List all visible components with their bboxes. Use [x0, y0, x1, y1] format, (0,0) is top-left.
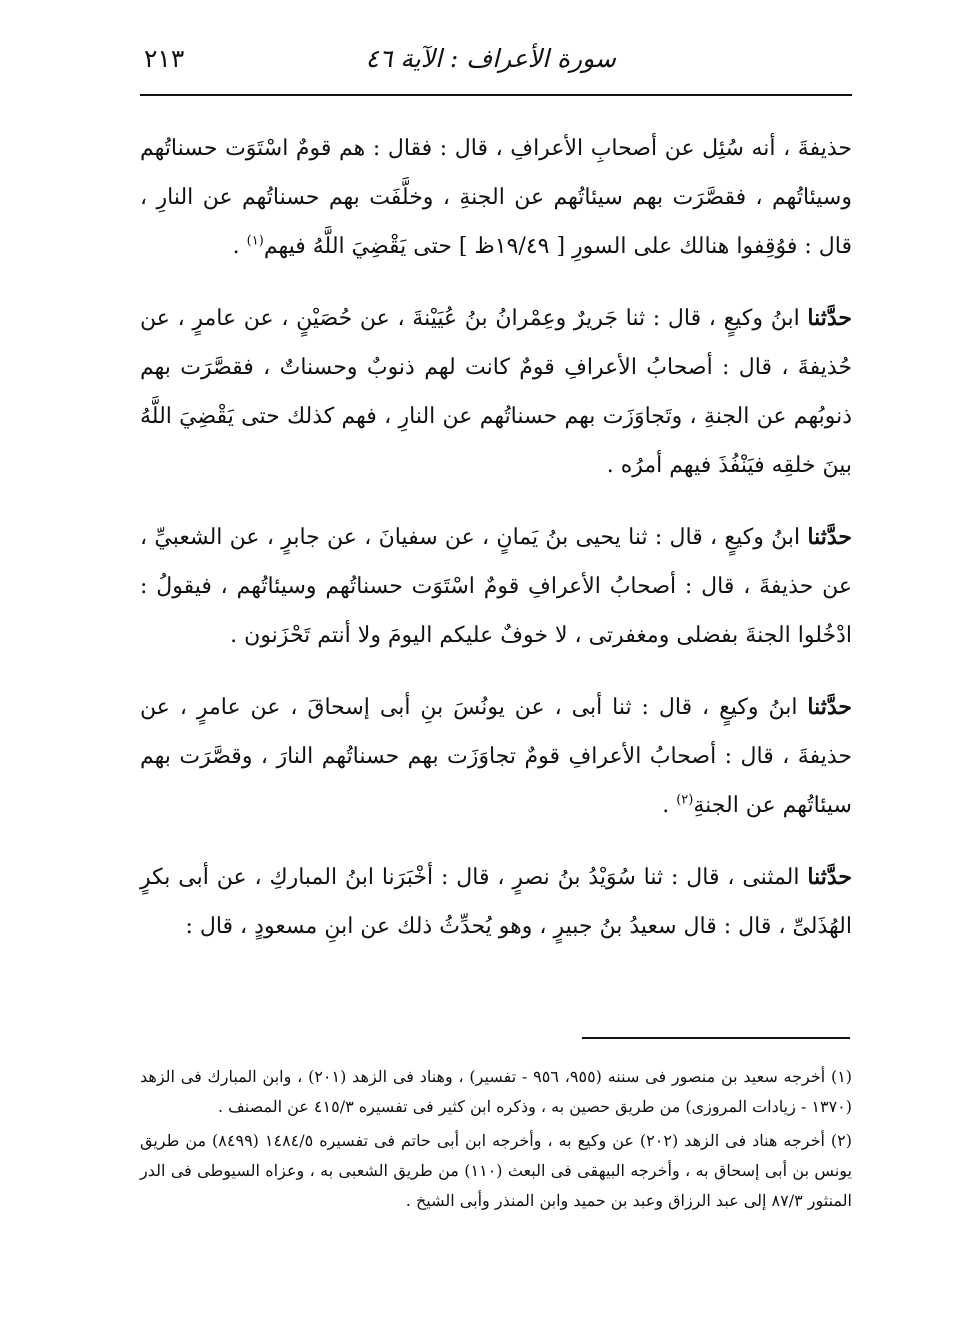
surah-title: سورة الأعراف : الآية ٤٦: [365, 44, 616, 73]
paragraph-text: المثنى ، قال : ثنا سُوَيْدُ بنُ نصرٍ ، قال : أخْبَرَنا ابنُ المباركِ ، عن أبى بكرٍ الهُذَلىِّ ، قال : قال سعيدُ بنُ جبيرٍ ، وهو يُحدِّثُ ذلك عن ابنِ مسعودٍ ، قال :: [140, 865, 852, 939]
paragraph-tail: .: [662, 793, 677, 818]
running-header: [140, 36, 852, 96]
paragraph-lead: حدَّثنا: [807, 864, 852, 890]
footnote: (١) أخرجه سعيد بن منصور فى سننه (٩٥٥، ٩٥٦ - تفسير) ، وهناد فى الزهد (٢٠١) ، وابن المبارك فى الزهد (١٣٧٠ - زيادات المروزى) من طريق حصين به ، وذكره ابن كثير فى تفسيره ٤١٥/٣ عن المصنف .: [140, 1067, 853, 1116]
paragraph-tail: .: [232, 234, 247, 259]
main-text: [140, 124, 852, 974]
paragraph-lead: حدَّثنا: [807, 694, 852, 720]
footnote-marker[interactable]: (٢): [676, 792, 694, 808]
footnotes: [140, 1062, 852, 1220]
page-number: ٢١٣: [144, 44, 185, 73]
paragraph: [140, 294, 852, 490]
paragraph: [140, 853, 852, 951]
paragraph: [140, 124, 852, 271]
paragraph: [140, 683, 852, 830]
paragraph-text: حذيفةَ ، أنه سُئِل عن أصحابِ الأعرافِ ، قال : فقال : هم قومٌ اسْتَوَت حسناتُهم وسيئاتُهم ، فقصَّرَت بهم سيئاتُهم عن الجنةِ ، وخلَّفَت بهم حسناتُهم عن النارِ ، قال : فوُقِفوا هنالك على السورِ [ ١٩/٤٩ظ ] حتى يَقْضِيَ اللَّهُ فيهم: [140, 136, 852, 259]
footnote: (٢) أخرجه هناد فى الزهد (٢٠٢) عن وكيع به ، وأخرجه ابن أبى حاتم فى تفسيره ١٤٨٤/٥ (٨٤٩٩) من طريق يونس بن أبى إسحاق به ، وأخرجه البيهقى فى البعث (١١٠) من طريق الشعبى به ، وعزاه السيوطى فى الدر المنثور ٨٧/٣ إلى عبد الرزاق وعبد بن حميد وابن المنذر وأبى الشيخ .: [140, 1131, 853, 1210]
footnote-marker[interactable]: (١): [246, 233, 264, 249]
paragraph-text: ابنُ وكيعٍ ، قال : ثنا جَريرٌ وعِمْرانُ بنُ عُيَيْنةَ ، عن حُصَيْنٍ ، عن عامرٍ ، عن حُذيفةَ ، قال : أصحابُ الأعرافِ قومٌ كانت لهم ذنوبٌ وحسناتٌ ، فقصَّرَت بهم ذنوبُهم عن الجنةِ ، وتَجاوَزَت بهم حسناتُهم عن النارِ ، فهم كذلك حتى يَقْضِيَ اللَّهُ بينَ خلقِه فيَنْفُذَ فيهم أمرُه .: [140, 306, 852, 478]
header-divider: [140, 94, 852, 96]
paragraph-lead: حدَّثنا: [807, 305, 852, 331]
paragraph-text: ابنُ وكيعٍ ، قال : ثنا أبى ، عن يونُسَ بنِ أبى إسحاقَ ، عن عامرٍ ، عن حذيفةَ ، قال : أصحابُ الأعرافِ قومٌ تجاوَزَت بهم حسناتُهم النارَ ، وقصَّرَت بهم سيئاتُهم عن الجنةِ: [140, 695, 852, 818]
paragraph: [140, 513, 852, 660]
footnote-divider: [582, 1037, 850, 1039]
paragraph-lead: حدَّثنا: [807, 524, 852, 550]
paragraph-text: ابنُ وكيعٍ ، قال : ثنا يحيى بنُ يَمانٍ ، عن سفيانَ ، عن جابرٍ ، عن الشعبيِّ ، عن حذيفةَ ، قال : أصحابُ الأعرافِ قومٌ اسْتَوَت حسناتُهم وسيئاتُهم ، فيقولُ : ادْخُلوا الجنةَ بفضلى ومغفرتى ، لا خوفٌ عليكم اليومَ ولا أنتم تَحْزَنون .: [140, 525, 852, 648]
